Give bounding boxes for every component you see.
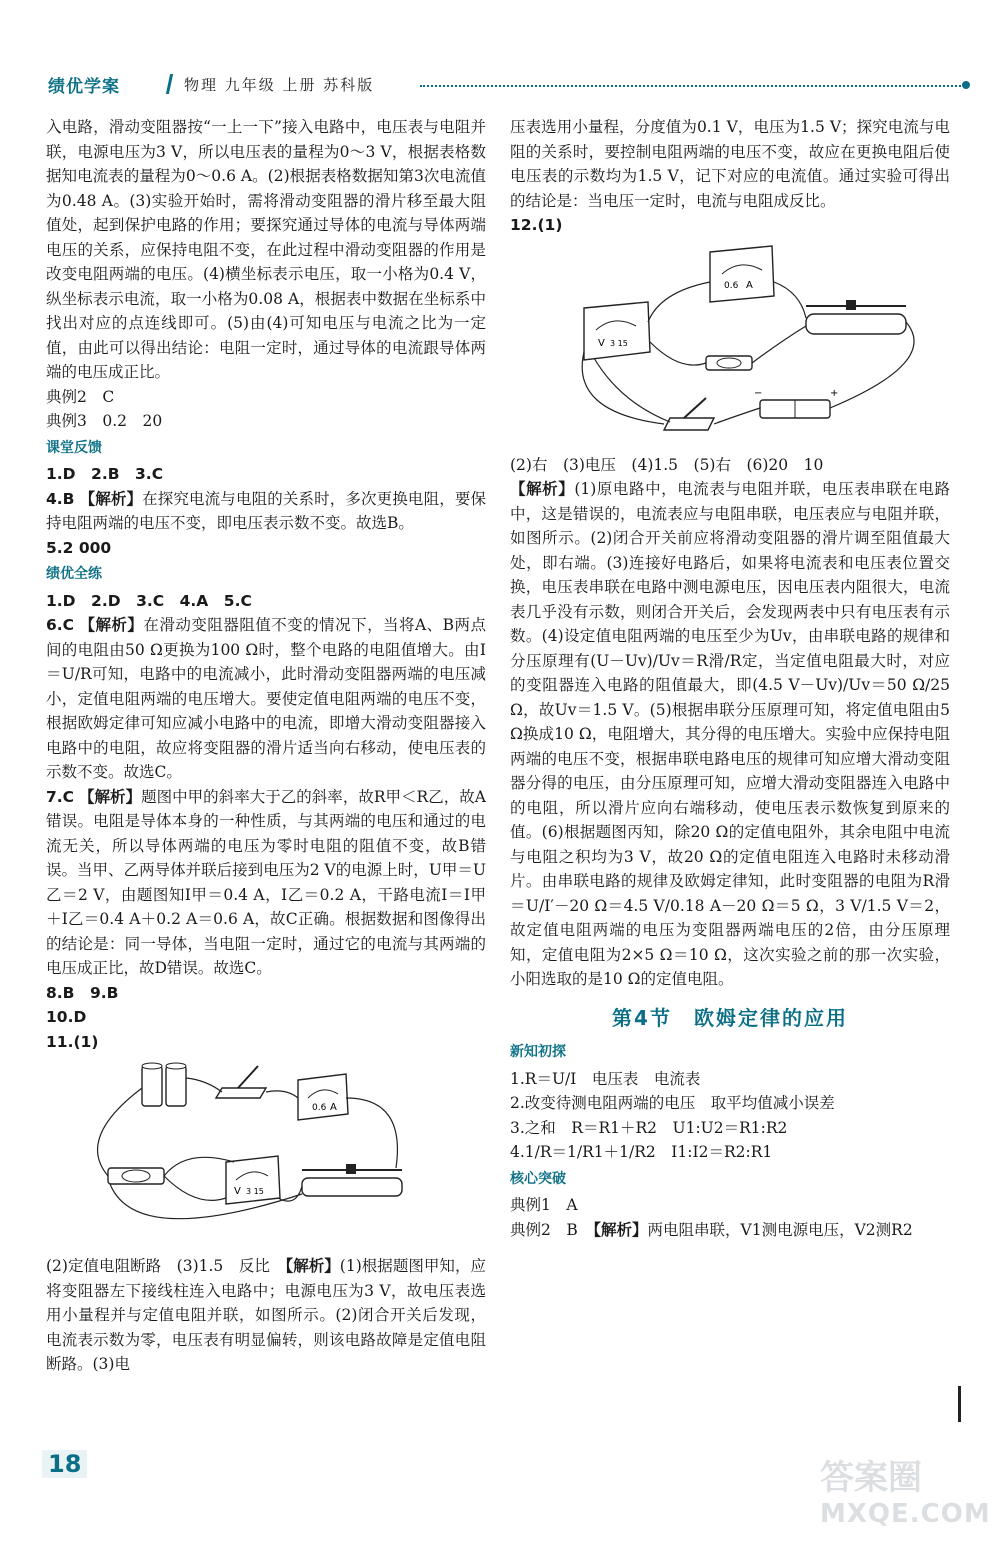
page-header [40, 70, 970, 100]
knowledge-item-1: 1.R＝U/I 电压表 电流表 [510, 1069, 701, 1088]
section-heading-practice: 绩优全练 [46, 566, 102, 582]
practice-answer-7 [46, 785, 486, 981]
answer-4-number: 4.B [46, 489, 75, 508]
answer-4-analysis-tag: 【解析】 [79, 488, 143, 508]
answer-11-results: (2)定值电阻断路 (3)1.5 反比 [46, 1257, 286, 1275]
voltmeter-icon [584, 302, 650, 360]
voltmeter-label: V [598, 337, 605, 349]
practice-answers-1-5: 1.D 2.D 3.C 4.A 5.C [46, 591, 252, 610]
answer-12-text: (1)原电路中，电流表与电阻并联，电压表串联在电路中，这是错误的，电流表应与电阻串联，电压表应与电阻并联，如图所示。(2)闭合开关前应将滑动变阻器的滑片调至阻值最大处，即右端。(3)连接好电路后，如果将电流表和电压表位置交换，电压表串联在电路中测电源电压，因电压表内阻很大，电流表几乎没有示数，则闭合开关后，会发现两表中只有电压表有示数。(4)设定值电阻两端的电压至少为Uv，由串联电路的规律和分压原理有(U－Uv)/Uv＝R滑/R定，当定值电阻最大时，对应的变阻器连入电路的阻值最大，即(4.5 V－Uv)/Uv＝50 Ω/25 Ω，故Uv＝1.5 V。(5)根据串联分压原理可知，将定值电阻由5 Ω换成10 Ω，电阻增大，其分得的电压增大。实验中应保持电阻两端的电压不变，根据串联电路电压的规律可知应增大滑动变阻器分得的电压，由分压原理可知，应增大滑动变阻器连入电路中的电阻，所以滑片应向右端移动，使电压表示数恢复到原来的值。(6)根据题图丙知，除20 Ω的定值电阻外，其余电阻中电流与电阻之积均为3 V，故20 Ω的定值电阻连入电路时未移动滑片。由串联电路的规律及欧姆定律知，此时变阻器的电阻为R滑＝U/I′－20 Ω＝4.5 V/0.18 A－20 Ω＝5 Ω，3 V/1.5 V＝2，故定值电阻两端的电压为变阻器两端电压的2倍，由分压原理知，定值电阻为2×5 Ω＝10 Ω，这次实验之前的那一次实验，小阳选取的是10 Ω的定值电阻。 [510, 480, 950, 988]
core-example-2-text: 两电阻串联，V1测电源电压，V2测R2 [647, 1220, 913, 1239]
ammeter-scale: 0.6 [312, 1103, 327, 1113]
battery-icon [142, 1063, 186, 1106]
resistor-icon [108, 1168, 164, 1184]
voltmeter-scale: 3 15 [246, 1187, 264, 1196]
ammeter-label: A [746, 279, 753, 291]
watermark-line-1: 答案圈 [820, 1458, 922, 1498]
rheostat-icon [302, 1164, 402, 1196]
left-column [46, 115, 486, 1377]
question-12-label: 12.(1) [510, 216, 563, 234]
practice-answer-6-text: 在滑动变阻器阻值不变的情况下，当将A、B两点间的电阻由50 Ω更换为100 Ω时，整个电路的电阻值增大。由I＝U/R可知，电路中的电流减小，此时滑动变阻器两端的电压减小，定值电阻两端的电压增大。要使定值电阻两端的电压不变，根据欧姆定律可知应减小电路中的电流，即增大滑动变阻器接入电路中的电阻，故应将变阻器的滑片适当向右移动，使电压表的示数不变。故选C。 [46, 616, 486, 781]
answer-12-results: (2)右 (3)电压 (4)1.5 (5)右 (6)20 10 [510, 455, 824, 474]
ammeter-scale: 0.6 [724, 280, 739, 291]
answer-5: 5.2 000 [46, 538, 112, 557]
section-heading-core-breakthrough: 核心突破 [510, 1170, 566, 1187]
knowledge-item-4: 4.1/R＝1/R1＋1/R2 I1:I2＝R2:R1 [510, 1143, 773, 1161]
header-dotted-rule [420, 85, 965, 87]
practice-answer-7-number: 7.C [46, 787, 75, 806]
practice-answer-7-text: 题图中甲的斜率大于乙的斜率，故R甲＜R乙，故A错误。电阻是导体本身的一种性质，与其两端的电压和通过的电流无关，所以导体两端的电压为零时电阻的阻值不变，故B错误。当甲、乙两导体并联后接到电压为2 V的电源上时，U甲＝U乙＝2 V，由题图知I甲＝0.4 A，I乙＝0.2 A，干路电流I＝I甲＋I乙＝0.4 A＋0.2 A＝0.6 A，故C正确。根据数据和图像得出的结论是：同一导体，当电阻一定时，通过它的电流与其两端的电压成正比，故D错误。故选C。 [46, 787, 486, 977]
answers-1-3: 1.D 2.B 3.C [46, 465, 164, 483]
section-heading-class-feedback: 课堂反馈 [46, 439, 102, 456]
watermark-line-2: MXQE.COM [820, 1499, 991, 1529]
rheostat-icon [806, 300, 906, 334]
battery-icon [754, 388, 838, 418]
book-subject: 物理 九年级 上册 苏科版 [184, 76, 375, 94]
answer-11-text: (1)根据题图甲知，应将变阻器左下接线柱连入电路中；电源电压为3 V，故电压表选用小量程并与定值电阻并联，如图所示。(2)闭合开关后发现，电流表示数为零，电压表有明显偏转，则该电路故障是定值电阻断路。(3)电 [46, 1257, 486, 1373]
answer-11-analysis-tag: 【解析】 [285, 1256, 340, 1275]
practice-answer-6 [46, 613, 486, 785]
ammeter-label: A [330, 1102, 337, 1113]
switch-icon [216, 1066, 266, 1098]
practice-answers-8-9: 8.B 9.B [46, 983, 119, 1002]
battery-minus-sign: − [754, 387, 763, 399]
ammeter-icon [298, 1074, 348, 1120]
answer-12-analysis [510, 477, 950, 992]
battery-plus-sign: + [830, 387, 839, 399]
header-dot [962, 81, 970, 89]
margin-mark [958, 1386, 961, 1422]
resistor-icon [706, 356, 752, 370]
core-example-2 [510, 1218, 950, 1243]
voltmeter-scale: 3 15 [610, 338, 628, 348]
core-example-2-analysis-tag: 【解析】 [593, 1219, 648, 1239]
example-2-answer: 典例2 C [46, 387, 115, 406]
example-3-answer: 典例3 0.2 20 [46, 412, 163, 430]
voltmeter-label: V [234, 1186, 241, 1197]
answer-4 [46, 487, 486, 536]
answer-11-details [46, 1254, 486, 1377]
practice-answer-11-label: 11.(1) [46, 1032, 99, 1051]
knowledge-item-3: 3.之和 R＝R1＋R2 U1:U2＝R1:R2 [510, 1118, 788, 1137]
page-number: 18 [42, 1450, 87, 1478]
right-paragraph-continued: 压表选用小量程，分度值为0.1 V，电压为1.5 V；探究电流与电阻的关系时，要控制电阻两端的电压不变，故应在更换电阻后使电压表的示数均为1.5 V，记下对应的电流值。通过实验可得出的结论是：当电压一定时，电流与电阻成反比。 [510, 118, 950, 210]
left-paragraph-continued: 入电路，滑动变阻器按“一上一下”接入电路中，电压表与电阻并联，电源电压为3 V，所以电压表的量程为0～3 V，根据表格数据知电流表的量程为0～0.6 A。(2)根据表格数据知第3次电流值为0.48 A。(3)实验开始时，需将滑动变阻器的滑片移至最大阻值处，起到保护电路的作用；要探究通过导体的电流与导体两端电压的关系，应保持电阻不变，在此过程中滑动变阻器的作用是改变电阻两端的电压。(4)横坐标表示电压，取一小格为0.4 V，纵坐标表示电流，取一小格为0.08 A，根据表中数据在坐标系中找出对应的点连线即可。(5)由(4)可知电压与电流之比为一定值，由此可以得出结论：电阻一定时，通过导体的电流跟导体两端的电压成正比。 [46, 118, 486, 381]
practice-answer-10: 10.D [46, 1008, 87, 1026]
section-title-ohms-law-application: 第4节 欧姆定律的应用 [612, 1005, 848, 1030]
answer-12-analysis-tag: 【解析】 [510, 479, 575, 498]
brand-divider [166, 74, 173, 94]
right-column [510, 115, 950, 1242]
brand-logo: 绩优学案 [48, 77, 120, 97]
ammeter-icon [710, 246, 774, 302]
watermark [820, 1460, 991, 1532]
practice-answer-7-analysis-tag: 【解析】 [79, 786, 142, 806]
answer-4-text: 在探究电流与电阻的关系时，多次更换电阻，要保持电阻两端的电压不变，即电压表示数不变。故选B。 [46, 489, 486, 532]
core-example-2-answer: 典例2 B [510, 1220, 594, 1239]
switch-icon [664, 398, 714, 430]
knowledge-item-2: 2.改变待测电阻两端的电压 取平均值减小误差 [510, 1094, 835, 1112]
voltmeter-icon [226, 1156, 280, 1204]
practice-answer-6-analysis-tag: 【解析】 [79, 615, 144, 634]
practice-answer-6-number: 6.C [46, 616, 75, 634]
circuit-diagram-11 [46, 1058, 486, 1248]
section-heading-new-knowledge: 新知初探 [510, 1044, 566, 1060]
core-example-1: 典例1 A [510, 1196, 578, 1214]
circuit-diagram-12 [510, 242, 950, 447]
